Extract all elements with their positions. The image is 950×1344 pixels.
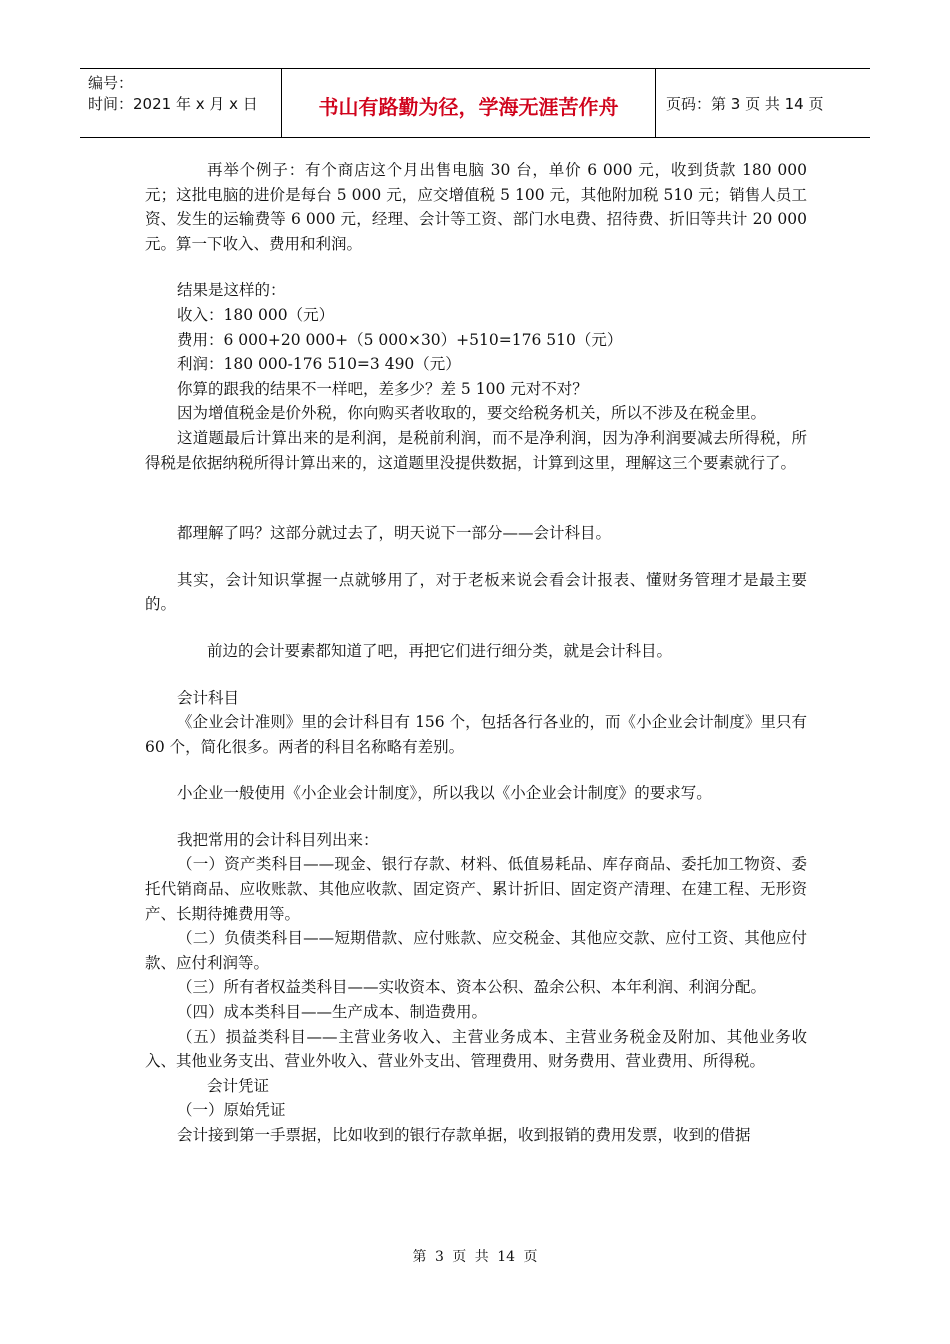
list-item-profit-loss: （五）损益类科目——主营业务收入、主营业务成本、主营业务税金及附加、其他业务收入、其他业务支出、营业外收入、营业外支出、管理费用、财务费用、营业费用、所得税。 bbox=[145, 1027, 807, 1071]
doc-date: 时间：2021 年 x 月 x 日 bbox=[88, 95, 258, 113]
list-item-liabilities: （二）负债类科目——短期借款、应付账款、应交税金、其他应交款、应付工资、其他应付款、应付利润等。 bbox=[145, 929, 807, 972]
paragraph-vat: 因为增值税金是价外税，你向购买者收取的，要交给税务机关，所以不涉及在税金里。 bbox=[177, 404, 767, 423]
paragraph-small-business: 小企业一般使用《小企业会计制度》，所以我以《小企业会计制度》的要求写。 bbox=[177, 784, 712, 803]
document-body bbox=[145, 158, 807, 1148]
paragraph-last-line: 会计接到第一手票据，比如收到的银行存款单据，收到报销的费用发票，收到的借据 bbox=[177, 1126, 751, 1144]
list-item-equity: （三）所有者权益类科目——实收资本、资本公积、盈余公积、本年利润、利润分配。 bbox=[177, 978, 767, 997]
page-footer: 第 3 页 共 14 页 bbox=[412, 1249, 538, 1265]
result-income: 收入：180 000（元） bbox=[177, 305, 335, 324]
page-header bbox=[80, 68, 870, 138]
paragraph-before: 前边的会计要素都知道了吧，再把它们进行细分类，就是会计科目。 bbox=[207, 641, 673, 660]
header-meta bbox=[80, 69, 282, 137]
list-item-cost: （四）成本类科目——生产成本、制造费用。 bbox=[177, 1003, 488, 1022]
header-motto: 书山有路勤为径，学海无涯苦作舟 bbox=[282, 69, 656, 137]
paragraph-standards: 《企业会计准则》里的会计科目有 156 个，包括各行各业的，而《小企业会计制度》里只有 60 个，简化很多。两者的科目名称略有差别。 bbox=[145, 713, 807, 756]
result-profit: 利润：180 000-176 510=3 490（元） bbox=[177, 355, 461, 374]
result-expense: 费用：6 000+20 000+（5 000×30）+510=176 510（元） bbox=[177, 330, 623, 349]
result-intro: 结果是这样的： bbox=[177, 281, 286, 300]
paragraph-example: 再举个例子：有个商店这个月出售电脑 30 台，单价 6 000 元，收到货款 180 000 元；这批电脑的进价是每台 5 000 元，应交增值税 5 100 元，其他附加税 510 元；销售人员工资、发生的运输费等 6 000 元，经理、会计等工资、部门水电费、招待费、折旧等共计 20 000 元。算一下收入、费用和利润。 bbox=[145, 161, 807, 253]
section-title-voucher: 会计凭证 bbox=[207, 1076, 270, 1095]
paragraph-difference: 你算的跟我的结果不一样吧，差多少？差 5 100 元对不对？ bbox=[177, 379, 588, 398]
header-page-info: 页码：第 3 页 共 14 页 bbox=[666, 94, 824, 113]
paragraph-actually: 其实，会计知识掌握一点就够用了，对于老板来说会看会计报表、懂财务管理才是最主要的。 bbox=[145, 570, 807, 614]
list-intro: 我把常用的会计科目列出来： bbox=[177, 830, 379, 849]
subsection-original-voucher: （一）原始凭证 bbox=[177, 1101, 286, 1120]
section-title-subjects: 会计科目 bbox=[177, 688, 240, 707]
list-item-assets: （一）资产类科目——现金、银行存款、材料、低值易耗品、库存商品、委托加工物资、委托代销商品、应收账款、其他应收款、固定资产、累计折旧、固定资产清理、在建工程、无形资产、长期待摊费用等。 bbox=[145, 855, 807, 923]
paragraph-pretax: 这道题最后计算出来的是利润，是税前利润，而不是净利润，因为净利润要减去所得税，所得税是依据纳税所得计算出来的，这道题里没提供数据，计算到这里，理解这三个要素就行了。 bbox=[145, 428, 807, 472]
doc-code-label: 编号： bbox=[88, 74, 134, 92]
paragraph-understood: 都理解了吗？这部分就过去了，明天说下一部分——会计科目。 bbox=[177, 524, 612, 543]
